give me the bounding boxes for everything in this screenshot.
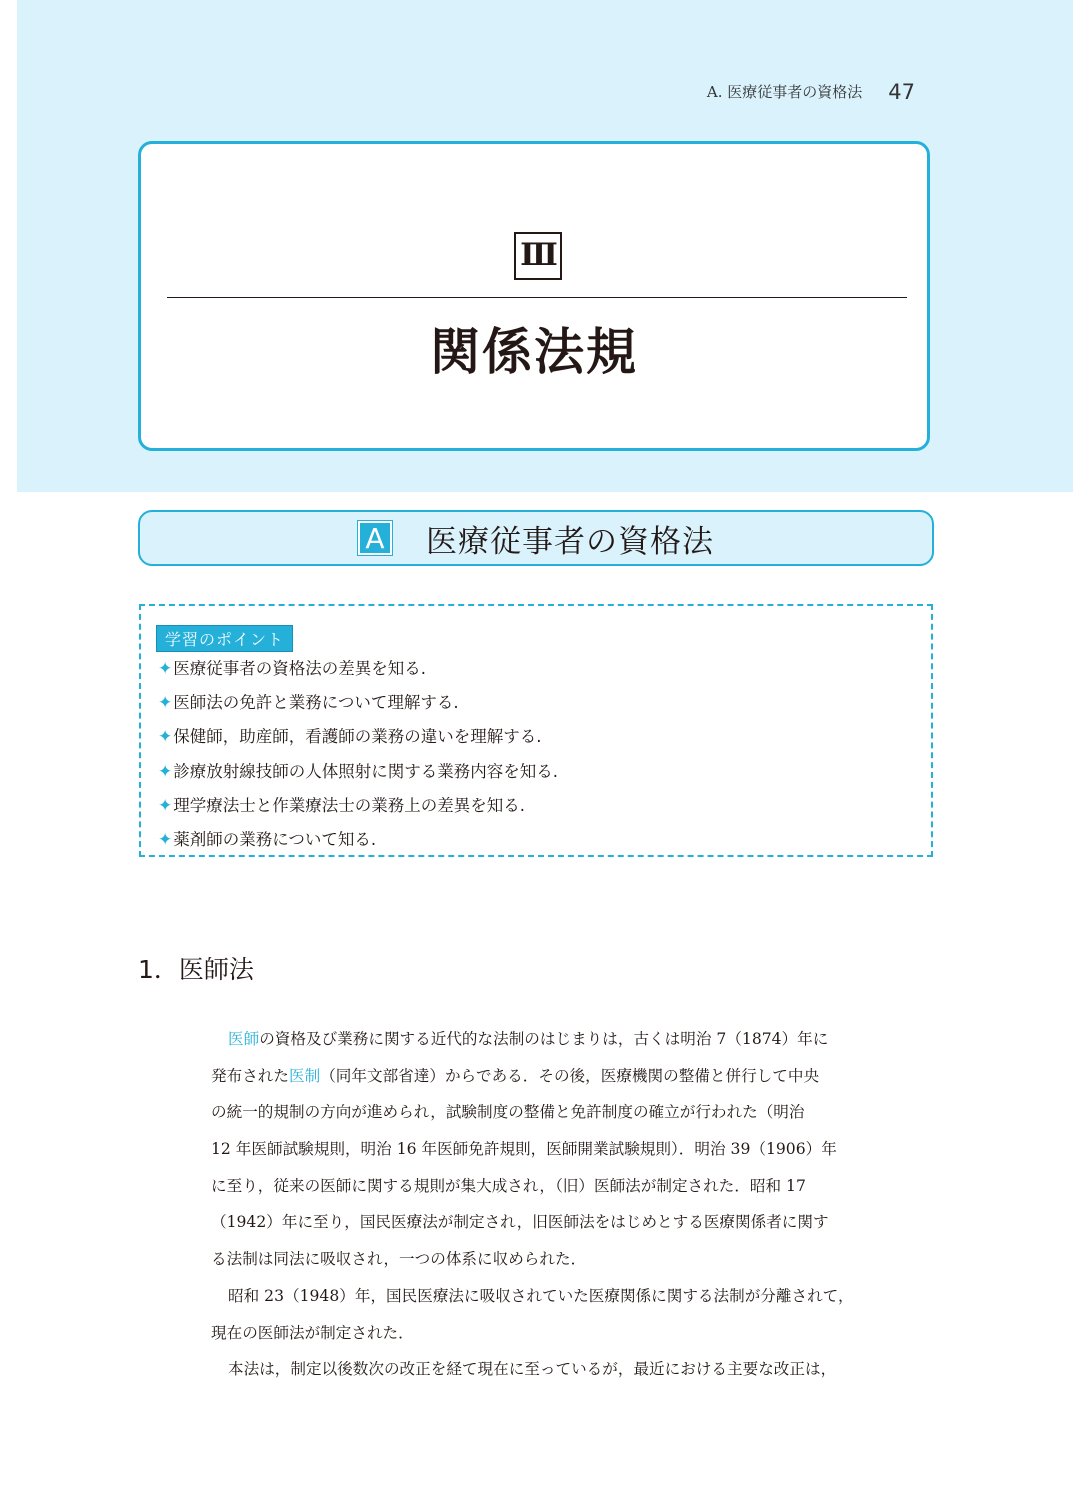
chapter-number: Ⅲ bbox=[514, 232, 562, 280]
chapter-title-box bbox=[138, 141, 930, 451]
body-line: 発布された医制（同年文部省達）からである．その後，医療機関の整備と併行して中央 bbox=[211, 1066, 820, 1085]
star-bullet-icon: ✦ bbox=[158, 727, 173, 748]
section-letter: A bbox=[358, 521, 392, 555]
learning-points-box bbox=[139, 604, 933, 857]
body-text bbox=[211, 1021, 941, 1388]
star-bullet-icon: ✦ bbox=[158, 761, 173, 782]
learning-point: ✦診療放射線技師の人体照射に関する業務内容を知る. bbox=[158, 761, 558, 782]
learning-point: ✦薬剤師の業務について知る. bbox=[158, 829, 377, 850]
body-line: 医師の資格及び業務に関する近代的な法制のはじまりは，古くは明治 7（1874）年に bbox=[228, 1030, 829, 1048]
star-bullet-icon: ✦ bbox=[158, 795, 173, 816]
section-heading bbox=[138, 510, 934, 566]
page-number: 47 bbox=[888, 80, 915, 104]
subsection-heading: 1．医師法 bbox=[138, 955, 254, 984]
body-line: に至り，従来の医師に関する規則が集大成され，（旧）医師法が制定された．昭和 17 bbox=[211, 1176, 806, 1195]
body-line: 昭和 23（1948）年，国民医療法に吸収されていた医療関係に関する法制が分離されて， bbox=[228, 1286, 854, 1305]
section-title: 医療従事者の資格法 bbox=[426, 523, 714, 560]
learning-points-list bbox=[158, 652, 558, 857]
learning-point: ✦保健師，助産師，看護師の業務の違いを理解する. bbox=[158, 727, 542, 748]
learning-point: ✦医療従事者の資格法の差異を知る. bbox=[158, 659, 426, 679]
chapter-divider bbox=[167, 297, 907, 298]
star-bullet-icon: ✦ bbox=[158, 659, 173, 679]
running-head-section: A. 医療従事者の資格法 bbox=[706, 83, 863, 101]
body-line: る法制は同法に吸収され，一つの体系に収められた． bbox=[211, 1250, 587, 1269]
body-line: 現在の医師法が制定された． bbox=[211, 1323, 414, 1342]
term-highlight: 医制 bbox=[288, 1066, 321, 1085]
body-line: 本法は，制定以後数次の改正を経て現在に至っているが，最近における主要な改正は， bbox=[228, 1360, 837, 1379]
term-highlight: 医師 bbox=[228, 1030, 260, 1048]
learning-point: ✦医師法の免許と業務について理解する. bbox=[158, 693, 459, 714]
body-line: 12 年医師試験規則，明治 16 年医師免許規則，医師開業試験規則）．明治 39（1906）年 bbox=[211, 1140, 837, 1159]
star-bullet-icon: ✦ bbox=[158, 829, 173, 850]
star-bullet-icon: ✦ bbox=[158, 693, 173, 714]
learning-points-label: 学習のポイント bbox=[156, 625, 293, 652]
learning-point: ✦理学療法士と作業療法士の業務上の差異を知る. bbox=[158, 795, 525, 816]
chapter-title: 関係法規 bbox=[430, 323, 638, 381]
body-line: の統一的規制の方向が進められ，試験制度の整備と免許制度の確立が行われた（明治 bbox=[211, 1103, 805, 1122]
body-line: （1942）年に至り，国民医療法が制定され，旧医師法をはじめとする医療関係者に関す bbox=[211, 1213, 829, 1232]
running-head bbox=[0, 80, 915, 104]
